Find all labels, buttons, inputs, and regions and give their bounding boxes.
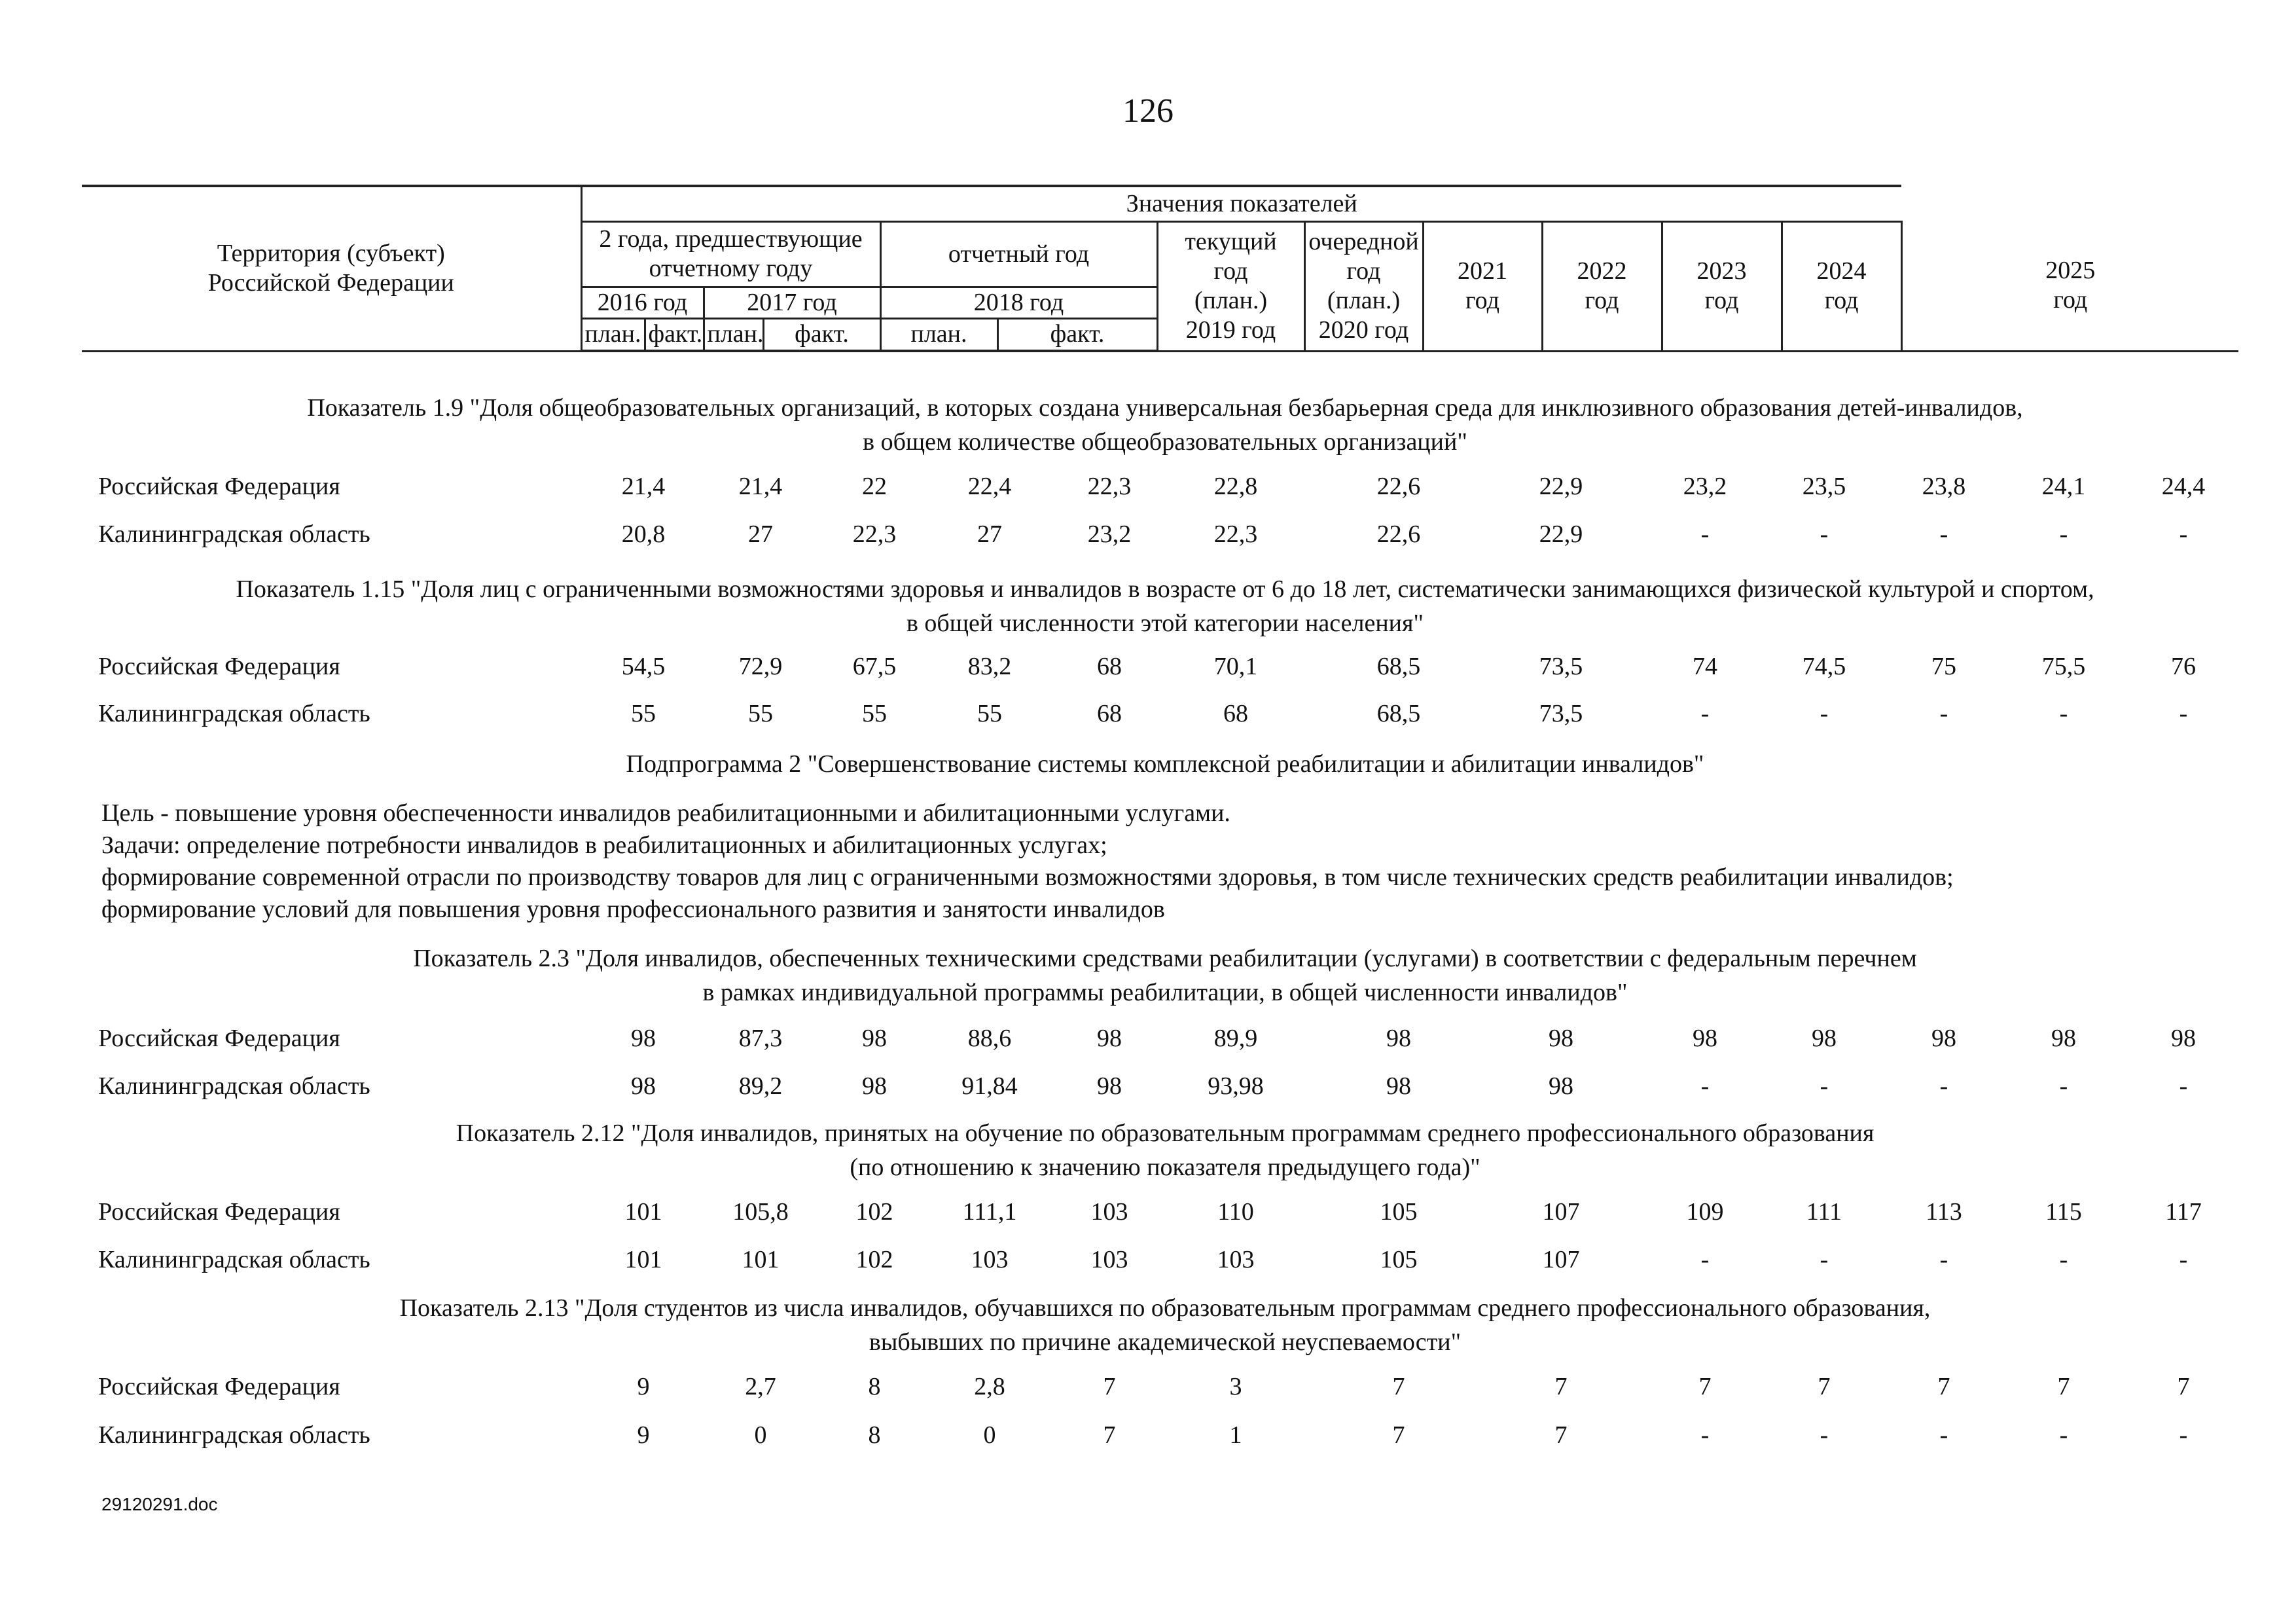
table-cell: 22 — [862, 473, 887, 500]
table-cell: 103 — [971, 1246, 1009, 1273]
table-cell: - — [2179, 1072, 2188, 1100]
table-cell: 7 — [1818, 1373, 1831, 1400]
table-cell: 75 — [1931, 653, 1956, 680]
table-row — [0, 652, 2296, 689]
table-cell: 0 — [754, 1421, 767, 1449]
table-cell: 22,8 — [1213, 473, 1258, 500]
table-cell: - — [1820, 1246, 1829, 1273]
table-cell: 98 — [1097, 1025, 1122, 1052]
table-cell: - — [1939, 1421, 1948, 1449]
table-cell: 22,4 — [967, 473, 1012, 500]
table-cell: 109 — [1686, 1198, 1724, 1226]
table-cell: - — [2059, 1246, 2068, 1273]
table-cell: 22,9 — [1539, 520, 1583, 548]
table-cell: 55 — [977, 700, 1002, 727]
plan-header: план. — [704, 318, 763, 351]
table-cell: 7 — [2057, 1373, 2070, 1400]
table-cell: - — [1700, 1246, 1710, 1273]
section-title: Показатель 2.12 "Доля инвалидов, принятых на обучение по образовательным программам среднего профессионального образования (по отношению к значению показателя предыдущего года)" — [456, 1120, 1874, 1181]
table-cell: 24,1 — [2041, 473, 2086, 500]
table-cell: 27 — [748, 520, 773, 548]
table-cell: 22,6 — [1376, 473, 1421, 500]
table-cell: 98 — [631, 1025, 656, 1052]
table-cell: 101 — [742, 1246, 780, 1273]
table-cell: - — [1939, 520, 1948, 548]
table-cell: - — [1820, 1421, 1829, 1449]
table-cell: 98 — [862, 1025, 887, 1052]
table-cell: 20,8 — [621, 520, 666, 548]
table-cell: 23,5 — [1802, 473, 1846, 500]
table-cell: 105,8 — [732, 1198, 789, 1226]
table-cell: 107 — [1542, 1246, 1580, 1273]
table-cell: - — [1939, 1072, 1948, 1100]
table-cell: - — [2059, 700, 2068, 727]
table-cell: - — [1820, 520, 1829, 548]
table-cell: - — [1939, 1246, 1948, 1273]
year-2024-header: 2024 год — [1782, 221, 1901, 351]
table-cell: 7 — [1103, 1421, 1116, 1449]
report-year-header: отчетный год — [880, 221, 1157, 287]
table-cell: 73,5 — [1539, 653, 1583, 680]
table-cell: 89,2 — [738, 1072, 783, 1100]
table-cell: 98 — [1693, 1025, 1717, 1052]
table-cell: 9 — [637, 1421, 650, 1449]
table-cell: 7 — [2177, 1373, 2190, 1400]
row-territory: Российская Федерация — [98, 473, 340, 500]
year-2021-header: 2021 год — [1423, 221, 1542, 351]
fact-header: факт. — [763, 318, 880, 351]
table-row — [0, 520, 2296, 556]
table-cell: 22,6 — [1376, 520, 1421, 548]
table-cell: 101 — [624, 1198, 662, 1226]
current-year-header: текущий год (план.) 2019 год — [1157, 221, 1304, 351]
section-title: Показатель 2.13 "Доля студентов из числа инвалидов, обучавшихся по образовательным программам среднего профессионального образования, выбывших по причине академической неуспеваемости" — [399, 1294, 1931, 1356]
table-cell: 21,4 — [738, 473, 783, 500]
table-cell: 103 — [1217, 1246, 1255, 1273]
year-2018-header: 2018 год — [880, 287, 1157, 318]
row-territory: Российская Федерация — [98, 1373, 340, 1400]
table-cell: 98 — [1931, 1025, 1956, 1052]
table-header — [82, 185, 2238, 352]
table-cell: 54,5 — [621, 653, 666, 680]
table-cell: 76 — [2171, 653, 2196, 680]
table-cell: 22,3 — [852, 520, 897, 548]
footer-filename: 29120291.doc — [101, 1494, 218, 1514]
table-cell: 7 — [1103, 1373, 1116, 1400]
table-cell: 98 — [2171, 1025, 2196, 1052]
territory-header: Территория (субъект) Российской Федерации — [82, 186, 581, 351]
table-cell: 8 — [868, 1421, 881, 1449]
table-cell: 22,9 — [1539, 473, 1583, 500]
table-cell: 3 — [1229, 1373, 1242, 1400]
table-cell: 113 — [1926, 1198, 1962, 1226]
table-cell: 111 — [1806, 1198, 1842, 1226]
table-cell: 110 — [1217, 1198, 1254, 1226]
table-cell: 0 — [983, 1421, 996, 1449]
table-cell: 74,5 — [1802, 653, 1846, 680]
plan-header: план. — [880, 318, 997, 351]
fact-header: факт. — [645, 318, 704, 351]
table-cell: - — [1820, 1072, 1829, 1100]
table-cell: - — [1700, 1421, 1710, 1449]
table-cell: 74 — [1693, 653, 1717, 680]
table-cell: 55 — [862, 700, 887, 727]
table-cell: 98 — [1812, 1025, 1837, 1052]
table-cell: 98 — [1097, 1072, 1122, 1100]
table-cell: 107 — [1542, 1198, 1580, 1226]
table-row — [0, 1197, 2296, 1234]
table-cell: 24,4 — [2161, 473, 2206, 500]
table-cell: 8 — [868, 1373, 881, 1400]
row-territory: Российская Федерация — [98, 653, 340, 680]
table-cell: - — [1939, 700, 1948, 727]
table-cell: 68 — [1097, 653, 1122, 680]
table-cell: - — [1700, 1072, 1710, 1100]
table-cell: 91,84 — [961, 1072, 1018, 1100]
table-cell: 101 — [624, 1246, 662, 1273]
table-cell: 111,1 — [962, 1198, 1017, 1226]
table-cell: 7 — [1392, 1421, 1405, 1449]
plan-header: план. — [581, 318, 645, 351]
table-cell: 83,2 — [967, 653, 1012, 680]
section-title: Показатель 1.9 "Доля общеобразовательных организаций, в которых создана универсальная безбарьерная среда для инклюзивного образования детей-инвалидов, в общем количестве общеобразовательных организаций" — [307, 394, 2023, 456]
table-cell: 7 — [1554, 1373, 1568, 1400]
year-2023-header: 2023 год — [1662, 221, 1782, 351]
subprogram-title: Подпрограмма 2 "Совершенствование системы комплексной реабилитации и абилитации инвалидов" — [626, 750, 1704, 778]
table-cell: 93,98 — [1208, 1072, 1264, 1100]
table-cell: 88,6 — [967, 1025, 1012, 1052]
table-cell: 98 — [1549, 1072, 1573, 1100]
section-title: Показатель 1.15 "Доля лиц с ограниченными возможностями здоровья и инвалидов в возрасте от 6 до 18 лет, систематически занимающихся физической культурой и спортом, в общей численности этой категории населения" — [236, 575, 2094, 637]
table-cell: 72,9 — [738, 653, 783, 680]
table-cell: 23,2 — [1683, 473, 1727, 500]
table-cell: 55 — [631, 700, 656, 727]
prev-years-header: 2 года, предшествующие отчетному году — [581, 221, 880, 287]
table-cell: 22,3 — [1087, 473, 1132, 500]
table-cell: 70,1 — [1213, 653, 1258, 680]
table-cell: 7 — [1392, 1373, 1405, 1400]
table-cell: 2,7 — [745, 1373, 776, 1400]
table-cell: - — [1700, 700, 1710, 727]
table-cell: 87,3 — [738, 1025, 783, 1052]
year-2016-header: 2016 год — [581, 287, 704, 318]
table-cell: - — [2179, 520, 2188, 548]
table-cell: 89,9 — [1213, 1025, 1258, 1052]
table-cell: 98 — [1386, 1025, 1411, 1052]
row-territory: Калининградская область — [98, 1072, 370, 1100]
table-cell: 75,5 — [2041, 653, 2086, 680]
table-cell: - — [1820, 700, 1829, 727]
table-cell: 23,8 — [1922, 473, 1966, 500]
table-cell: 103 — [1090, 1246, 1128, 1273]
year-2022-header: 2022 год — [1542, 221, 1662, 351]
row-territory: Российская Федерация — [98, 1198, 340, 1226]
table-cell: 103 — [1090, 1198, 1128, 1226]
table-cell: 7 — [1937, 1373, 1950, 1400]
table-row — [0, 699, 2296, 736]
table-cell: 68 — [1223, 700, 1248, 727]
table-cell: 102 — [855, 1198, 893, 1226]
values-header: Значения показателей — [581, 186, 1901, 221]
table-cell: 9 — [637, 1373, 650, 1400]
table-cell: 98 — [2051, 1025, 2076, 1052]
table-row — [0, 1421, 2296, 1457]
table-cell: 105 — [1380, 1198, 1418, 1226]
page-number: 126 — [1122, 92, 1174, 130]
table-cell: - — [2179, 1421, 2188, 1449]
table-cell: 117 — [2165, 1198, 2202, 1226]
table-cell: 7 — [1698, 1373, 1712, 1400]
table-cell: 21,4 — [621, 473, 666, 500]
table-cell: 7 — [1554, 1421, 1568, 1449]
table-cell: 98 — [1386, 1072, 1411, 1100]
row-territory: Калининградская область — [98, 1246, 370, 1273]
row-territory: Калининградская область — [98, 520, 370, 548]
table-cell: - — [1700, 520, 1710, 548]
table-cell: 73,5 — [1539, 700, 1583, 727]
row-territory: Калининградская область — [98, 700, 370, 727]
year-2017-header: 2017 год — [704, 287, 880, 318]
year-2025-header: 2025 год — [1901, 221, 2238, 351]
table-row — [0, 1372, 2296, 1409]
table-cell: - — [2179, 700, 2188, 727]
fact-header: факт. — [997, 318, 1157, 351]
table-cell: - — [2059, 1421, 2068, 1449]
table-cell: 1 — [1229, 1421, 1242, 1449]
table-cell: 105 — [1380, 1246, 1418, 1273]
table-cell: 68 — [1097, 700, 1122, 727]
table-cell: 98 — [631, 1072, 656, 1100]
table-cell: - — [2059, 1072, 2068, 1100]
row-territory: Российская Федерация — [98, 1025, 340, 1052]
table-cell: 68,5 — [1376, 653, 1421, 680]
goal-text: Цель - повышение уровня обеспеченности инвалидов реабилитационными и абилитационными услугами. Задачи: определение потребности инвалидов в реабилитационных и абилитационных услугах; формирование современной отрасли по производству товаров для лиц с ограниченными возможностями здоровья, в том числе технических средств реабилитации инвалидов; формирование условий для повышения уровня профессионального развития и занятости инвалидов — [101, 799, 1954, 923]
table-cell: 2,8 — [974, 1373, 1005, 1400]
table-row — [0, 1245, 2296, 1282]
table-cell: 98 — [1549, 1025, 1573, 1052]
table-row — [0, 1024, 2296, 1061]
table-cell: 68,5 — [1376, 700, 1421, 727]
section-title: Показатель 2.3 "Доля инвалидов, обеспеченных техническими средствами реабилитации (услугами) в соответствии с федеральным перечнем в рамках индивидуальной программы реабилитации, в общей численности инвалидов" — [413, 945, 1917, 1006]
table-cell: 22,3 — [1213, 520, 1258, 548]
table-cell: - — [2179, 1246, 2188, 1273]
table-cell: 98 — [862, 1072, 887, 1100]
table-cell: 115 — [2045, 1198, 2082, 1226]
table-row — [0, 1072, 2296, 1108]
table-cell: 102 — [855, 1246, 893, 1273]
table-cell: - — [2059, 520, 2068, 548]
row-territory: Калининградская область — [98, 1421, 370, 1449]
next-year-header: очередной год (план.) 2020 год — [1304, 221, 1423, 351]
table-cell: 27 — [977, 520, 1002, 548]
table-cell: 67,5 — [852, 653, 897, 680]
table-cell: 55 — [748, 700, 773, 727]
table-row — [0, 472, 2296, 509]
table-cell: 23,2 — [1087, 520, 1132, 548]
